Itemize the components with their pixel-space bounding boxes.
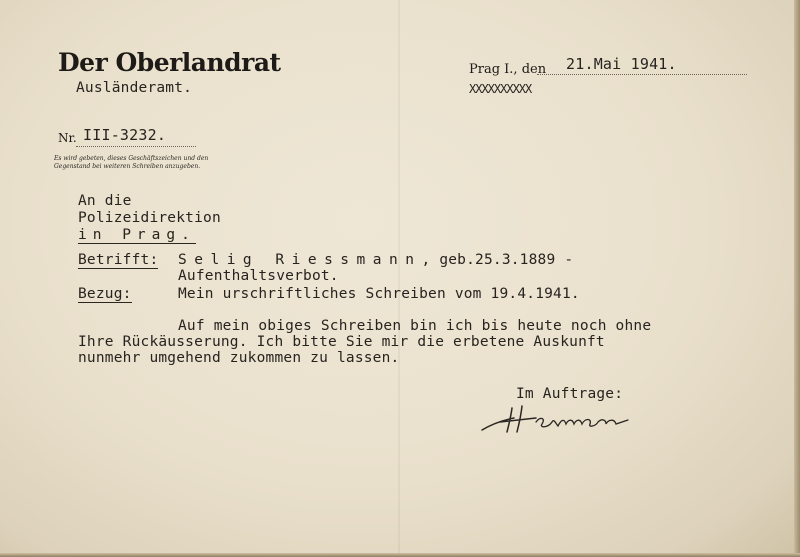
date-dotted-line: [537, 74, 747, 75]
subject-line-2: Aufenthaltsverbot.: [178, 268, 339, 284]
addressee-line-3: in Prag.: [78, 227, 196, 243]
printed-place: Prag I., den: [469, 62, 547, 77]
body-line-2: Ihre Rückäusserung. Ich bitte Sie mir die erbetene Auskunft: [78, 334, 605, 350]
reference-number: III-3232.: [83, 126, 167, 144]
subject-details: , geb.25.3.1889 -: [421, 252, 574, 268]
body-line-3: nunmehr umgehend zukommen zu lassen.: [78, 350, 400, 366]
office-name: Ausländeramt.: [76, 80, 193, 96]
body-line-1: Auf mein obiges Schreiben bin ich bis heute noch ohne: [178, 318, 652, 334]
reference-note: Es wird gebeten, dieses Geschäftszeichen und den Gegenstand bei weiteren Schreiben anzugeben.: [54, 155, 209, 170]
subject-name: Selig Riessmann: [178, 252, 422, 268]
handwritten-signature: [478, 402, 648, 438]
reference-to-label: Bezug:: [78, 286, 132, 302]
reference-dotted-line: [76, 146, 196, 147]
letter-date: 21.Mai 1941.: [566, 55, 677, 73]
page-edge-right: [794, 0, 800, 557]
addressee-line-1: An die: [78, 193, 132, 209]
addressee-line-2: Polizeidirektion: [78, 210, 221, 226]
reference-to-text: Mein urschriftliches Schreiben vom 19.4.1941.: [178, 286, 580, 302]
page-edge-bottom: [0, 553, 800, 557]
subject-label: Betrifft:: [78, 252, 159, 268]
paper-fold: [398, 0, 400, 557]
reference-prefix: Nr.: [58, 131, 77, 145]
letterhead-title: Der Oberlandrat: [58, 48, 281, 77]
closing-text: Im Auftrage:: [516, 386, 624, 402]
struck-out-text: XXXXXXXXXX: [469, 82, 532, 96]
